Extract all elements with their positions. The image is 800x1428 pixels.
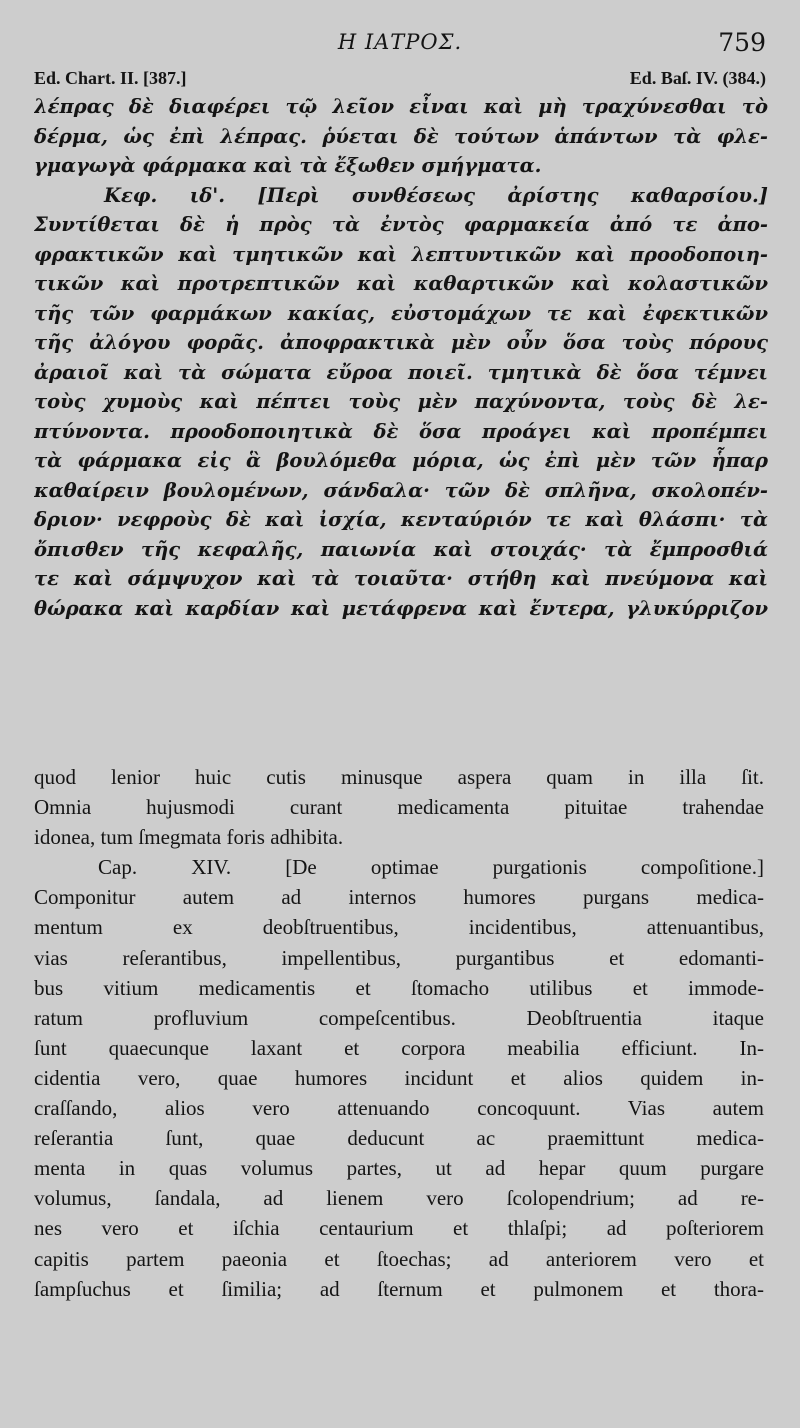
latin-line: reſerantia ſunt, quae deducunt ac praemittunt medica- bbox=[34, 1126, 764, 1151]
latin-line: ratum profluvium compeſcentibus. Deobſtruentia itaque bbox=[34, 1005, 764, 1030]
greek-line: θώρακα καὶ καρδίαν καὶ μετάφρενα καὶ ἔντερα, γλυκύρριζον bbox=[34, 596, 768, 620]
greek-line: Συντίθεται δὲ ἡ πρὸς τὰ ἐντὸς φαρμακεία ἀπό τε ἀπο- bbox=[34, 213, 768, 236]
latin-chapter-heading: Cap. XIV. [De optimae purgationis compoſitione.] bbox=[98, 855, 764, 880]
greek-line: γμαγωγὰ φάρμακα καὶ τὰ ἔξωθεν σμήγματα. bbox=[34, 154, 542, 177]
greek-line: ὄπισθεν τῆς κεφαλῆς, παιωνία καὶ στοιχάς· τὰ ἔμπροσθιά bbox=[34, 537, 768, 561]
latin-line: craſſando, alios vero attenuando concoquunt. Vias autem bbox=[34, 1096, 764, 1121]
latin-line: menta in quas volumus partes, ut ad hepar quum purgare bbox=[34, 1156, 764, 1181]
greek-line: φρακτικῶν καὶ τμητικῶν καὶ λεπτυντικῶν καὶ προοδοποιη- bbox=[34, 242, 768, 266]
latin-line: nes vero et iſchia centaurium et thlaſpi; ad poſteriorem bbox=[34, 1216, 764, 1241]
edition-reference-right: Ed. Baſ. IV. (384.) bbox=[629, 68, 766, 88]
greek-line: δριον· νεφροὺς δὲ καὶ ἰσχία, κενταύριόν τε καὶ θλάσπι· τὰ bbox=[34, 508, 768, 531]
latin-line: Componitur autem ad internos humores purgans medica- bbox=[34, 885, 764, 910]
latin-line: bus vitium medicamentis et ſtomacho utilibus et immode- bbox=[34, 975, 764, 1000]
latin-line: vias reſerantibus, impellentibus, purgantibus et edomanti- bbox=[34, 945, 764, 970]
page-number: 759 bbox=[718, 28, 766, 57]
running-title: Η ΙΑΤΡΟΣ. bbox=[337, 30, 463, 54]
latin-line: Omnia hujusmodi curant medicamenta pituitae trahendae bbox=[34, 795, 764, 820]
greek-line: καθαίρειν βουλομένων, σάνδαλα· τῶν δὲ σπλῆνα, σκολοπέν- bbox=[34, 478, 768, 502]
greek-text-block bbox=[34, 92, 768, 623]
greek-line: ἀραιοῖ καὶ τὰ σώματα εὔροα ποιεῖ. τμητικὰ δὲ ὅσα τέμνει bbox=[34, 360, 768, 384]
greek-line: τὰ φάρμακα εἰς ἃ βουλόμεθα μόρια, ὡς ἐπὶ μὲν τῶν ἧπαρ bbox=[34, 449, 768, 472]
greek-line: δέρμα, ὡς ἐπὶ λέπρας. ῥύεται δὲ τούτων ἁπάντων τὰ φλε- bbox=[34, 124, 768, 148]
greek-line: πτύνοντα. προοδοποιητικὰ δὲ ὅσα προάγει καὶ προπέμπει bbox=[34, 419, 768, 443]
greek-line: τε καὶ σάμψυχον καὶ τὰ τοιαῦτα· στήθη καὶ πνεύμονα καὶ bbox=[34, 567, 768, 590]
latin-line: cidentia vero, quae humores incidunt et alios quidem in- bbox=[34, 1065, 764, 1090]
latin-line: mentum ex deobſtruentibus, incidentibus, attenuantibus, bbox=[34, 915, 764, 940]
greek-line: λέπρας δὲ διαφέρει τῷ λεῖον εἶναι καὶ μὴ τραχύνεσθαι τὸ bbox=[34, 95, 768, 118]
latin-text-block bbox=[34, 762, 764, 1304]
latin-line: ſunt quaecunque laxant et corpora meabilia efficiunt. In- bbox=[34, 1035, 764, 1060]
latin-line: idonea, tum ſmegmata foris adhibita. bbox=[34, 825, 344, 850]
latin-line: ſampſuchus et ſimilia; ad ſternum et pulmonem et thora- bbox=[34, 1276, 764, 1301]
greek-chapter-heading: Κεφ. ιδ'. [Περὶ συνθέσεως ἀρίστης καθαρσίου.] bbox=[104, 183, 768, 207]
greek-line: τῆς ἀλόγου φορᾶς. ἀποφρακτικὰ μὲν οὖν ὅσα τοὺς πόρους bbox=[34, 331, 768, 354]
latin-line: capitis partem paeonia et ſtoechas; ad anteriorem vero et bbox=[34, 1246, 764, 1271]
latin-line: volumus, ſandala, ad lienem vero ſcolopendrium; ad re- bbox=[34, 1186, 764, 1211]
edition-reference-left: Ed. Chart. II. [387.] bbox=[34, 68, 187, 88]
greek-line: τικῶν καὶ προτρεπτικῶν καὶ καθαρτικῶν καὶ κολαστικῶν bbox=[34, 272, 768, 295]
greek-line: τοὺς χυμοὺς καὶ πέπτει τοὺς μὲν παχύνοντα, τοὺς δὲ λε- bbox=[34, 390, 768, 413]
greek-line: τῆς τῶν φαρμάκων κακίας, εὐστομάχων τε καὶ ἐφεκτικῶν bbox=[34, 301, 768, 325]
latin-line: quod lenior huic cutis minusque aspera quam in illa ſit. bbox=[34, 765, 764, 789]
